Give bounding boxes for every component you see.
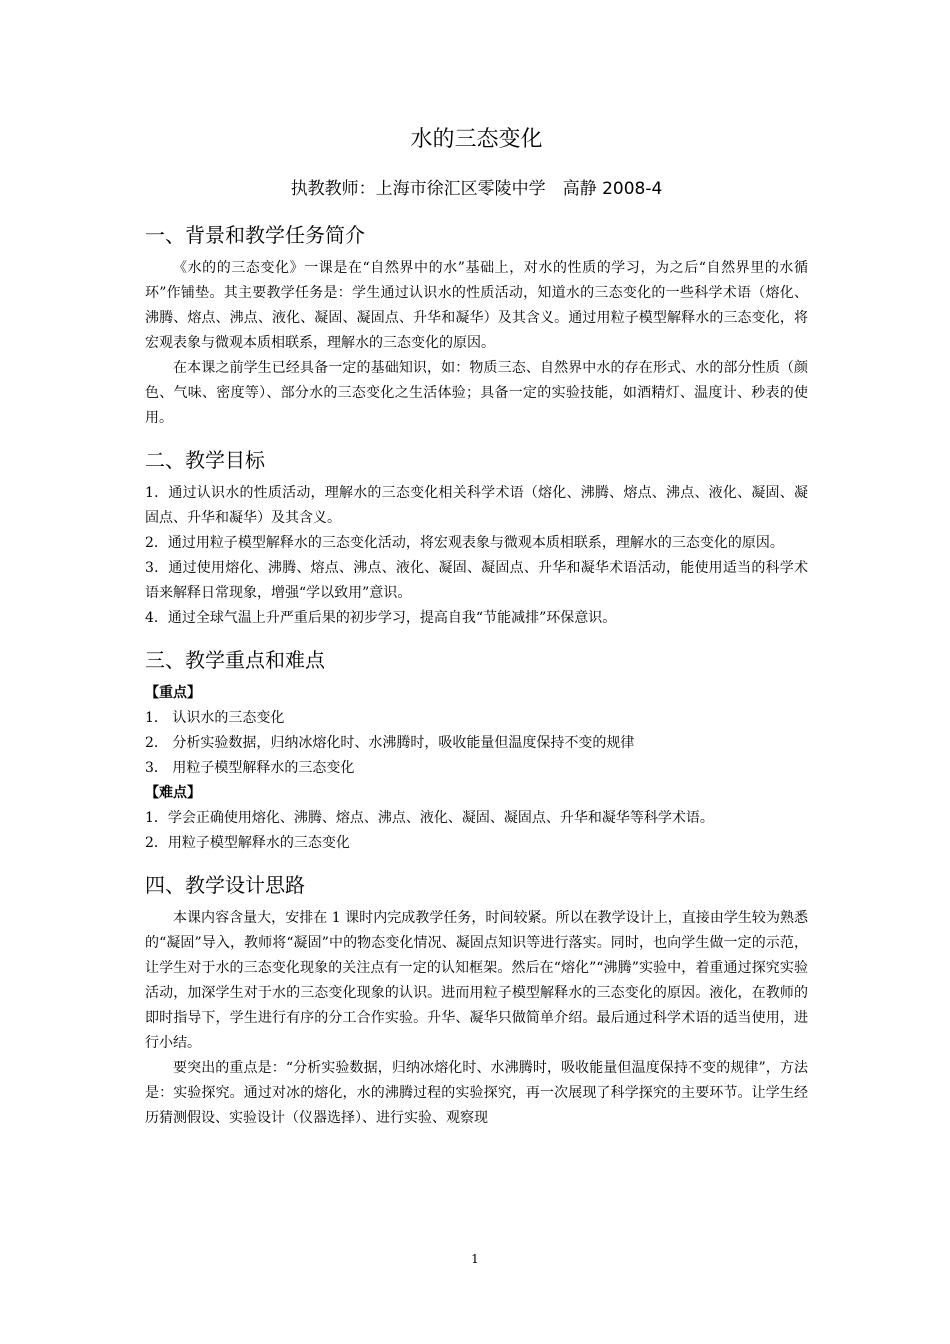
paragraph: 在本课之前学生已经具备一定的基础知识，如：物质三态、自然界中水的存在形式、水的部分性质（颜色、气味、密度等）、部分水的三态变化之生活体验；具备一定的实验技能，如酒精灯、温度计、秒表的使用。 [145,360,808,426]
list-item: 1．学会正确使用熔化、沸腾、熔点、沸点、液化、凝固、凝固点、升华和凝华等科学术语。 [145,810,714,826]
list-item: 1． 认识水的三态变化 [145,710,285,726]
paragraph: 本课内容含量大，安排在 1 课时内完成教学任务，时间较紧。所以在教学设计上，直接由学生较为熟悉的“凝固”导入，教师将“凝固”中的物态变化情况、凝固点知识等进行落实。同时，也向学生做一定的示范，让学生对于水的三态变化现象的关注点有一定的认知框架。然后在“熔化”“沸腾”实验中，着重通过探究实验活动，加深学生对于水的三态变化现象的认识。进而用粒子模型解释水的三态变化的原因。液化，在教师的即时指导下，学生进行有序的分工合作实验。升华、凝华只做简单介绍。最后通过科学术语的适当使用，进行小结。 [145,910,808,1051]
section-heading-design: 四、教学设计思路 [145,873,305,897]
section-heading-key-points: 三、教学重点和难点 [145,648,325,672]
section-heading-objectives: 二、教学目标 [145,448,265,472]
paragraph: 《水的的三态变化》一课是在“自然界中的水”基础上，对水的性质的学习，为之后“自然界里的水循环”作铺垫。其主要教学任务是：学生通过认识水的性质活动，知道水的三态变化的一些科学术语（熔化、沸腾、熔点、沸点、液化、凝固、凝固点、升华和凝华）及其含义。通过用粒子模型解释水的三态变化，将宏观表象与微观本质相联系，理解水的三态变化的原因。 [145,260,808,351]
key-points-label: 【重点】 [145,685,201,701]
page-number: 1 [471,1252,479,1266]
list-item: 1．通过认识水的性质活动，理解水的三态变化相关科学术语（熔化、沸腾、熔点、沸点、液化、凝固、凝固点、升华和凝华）及其含义。 [145,485,808,526]
paragraph: 要突出的重点是：“分析实验数据，归纳冰熔化时、水沸腾时，吸收能量但温度保持不变的规律”，方法是：实验探究。通过对冰的熔化，水的沸腾过程的实验探究，再一次展现了科学探究的主要环节。让学生经历猜测假设、实验设计（仪器选择）、进行实验、观察现 [145,1060,808,1126]
author-line: 执教教师：上海市徐汇区零陵中学 高静 2008-4 [290,179,663,199]
list-item: 2． 分析实验数据，归纳冰熔化时、水沸腾时，吸收能量但温度保持不变的规律 [145,735,635,751]
list-item: 4．通过全球气温上升严重后果的初步学习，提高自我“节能减排”环保意识。 [145,610,617,626]
difficult-points-label: 【难点】 [145,785,201,801]
list-item: 2．通过用粒子模型解释水的三态变化活动，将宏观表象与微观本质相联系，理解水的三态变化的原因。 [145,535,784,551]
list-item: 2．用粒子模型解释水的三态变化 [145,835,350,851]
list-item: 3．通过使用熔化、沸腾、熔点、沸点、液化、凝固、凝固点、升华和凝华术语活动，能使用适当的科学术语来解释日常现象，增强“学以致用”意识。 [145,560,808,601]
document-title: 水的三态变化 [410,127,543,152]
section-heading-background: 一、背景和教学任务简介 [145,223,365,247]
list-item: 3． 用粒子模型解释水的三态变化 [145,760,355,776]
document-body [145,124,808,1131]
